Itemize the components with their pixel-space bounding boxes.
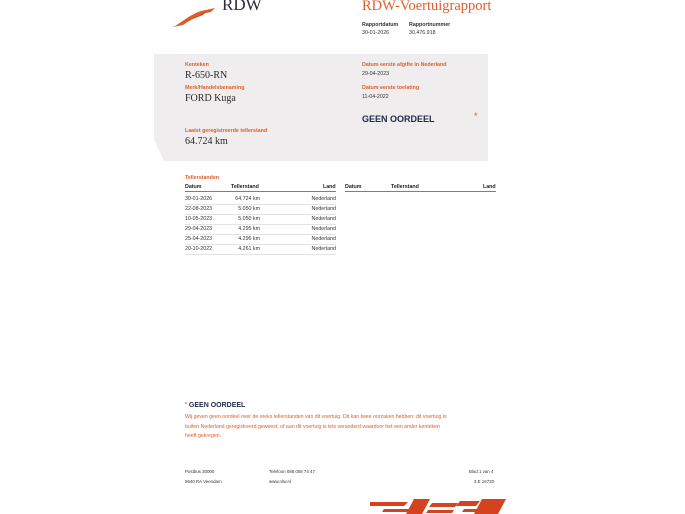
rapportnummer-value: 30.476.918 xyxy=(409,30,436,36)
oordeel-footnote-mark: * xyxy=(474,111,478,121)
merk-label: Merk/Handelsbenaming xyxy=(185,85,245,91)
footnote-text xyxy=(185,413,485,442)
row-datum: 20-10-2022 xyxy=(185,246,213,252)
row-datum: 22-08-2023 xyxy=(185,206,213,212)
rdw-logo-wing-icon xyxy=(171,5,217,29)
footer-plaats: 9640 RA Veendam xyxy=(185,479,222,484)
rapportdatum-value: 30-01-2026 xyxy=(362,30,390,36)
footer-postbus: Postbus 30000 xyxy=(185,469,215,474)
oordeel-badge: GEEN OORDEEL xyxy=(362,114,435,124)
footnote-line: Wij geven geen oordeel over de reeks tellerstanden van dit voertuig. Dit kan twee oorzaken hebben: dit voertuig is xyxy=(185,414,447,420)
eerste-toelating-label: Datum eerste toelating xyxy=(362,85,420,91)
col-land-left: Land xyxy=(323,184,336,190)
merk-value: FORD Kuga xyxy=(185,93,236,104)
eerste-afgifte-label: Datum eerste afgifte in Nederland xyxy=(362,62,447,68)
logo-text: RDW xyxy=(222,0,262,14)
row-tellerstand: 64.724 km xyxy=(235,196,260,202)
row-land: Nederland xyxy=(311,216,336,222)
footer-versie: 3.E 16730 xyxy=(474,479,495,484)
row-tellerstand: 4.296 km xyxy=(238,236,260,242)
row-tellerstand: 5.050 km xyxy=(238,216,260,222)
row-tellerstand: 4.295 km xyxy=(238,226,260,232)
table-row xyxy=(185,244,336,255)
kenteken-value: R-650-RN xyxy=(185,70,228,81)
footnote-mark: * xyxy=(185,402,187,408)
row-tellerstand: 5.050 km xyxy=(238,206,260,212)
footnote-heading: GEEN OORDEEL xyxy=(188,402,246,409)
row-datum: 29-04-2023 xyxy=(185,226,213,232)
col-datum-left: Datum xyxy=(185,184,202,190)
table-header-rule-right xyxy=(345,191,496,192)
row-datum: 10-05-2023 xyxy=(185,216,213,222)
row-tellerstand: 4.261 km xyxy=(238,246,260,252)
footer-telefoon: Telefoon 088 008 74 47 xyxy=(269,469,315,474)
col-datum-right: Datum xyxy=(345,184,362,190)
row-land: Nederland xyxy=(311,196,336,202)
footer-website[interactable]: www.rdw.nl xyxy=(269,479,291,484)
tellerstand-value: 64.724 km xyxy=(185,136,228,147)
tellerstand-label: Laatst geregistreerde tellerstand xyxy=(185,128,268,134)
table-header-rule-left xyxy=(185,191,336,192)
row-datum: 25-04-2023 xyxy=(185,236,213,242)
rapportdatum-label: Rapportdatum xyxy=(362,22,399,28)
footnote-line: buiten Nederland geregistreerd geweest, of aan dit voertuig is iets veranderd waardoor het een ander kenteken xyxy=(185,423,440,430)
col-tellerstand-right: Tellerstand xyxy=(391,184,419,190)
row-land: Nederland xyxy=(311,246,336,252)
footnote-line: heeft gekregen. xyxy=(185,433,222,439)
col-tellerstand-left: Tellerstand xyxy=(231,184,259,190)
rdw-stripes-icon xyxy=(370,497,506,514)
kenteken-label: Kenteken xyxy=(185,62,209,68)
eerste-toelating-value: 11-04-2022 xyxy=(362,94,389,100)
row-datum: 30-01-2026 xyxy=(185,196,213,202)
tellerstanden-title: Tellerstanden xyxy=(185,175,220,181)
footnote-title xyxy=(185,402,245,409)
row-land: Nederland xyxy=(311,226,336,232)
col-land-right: Land xyxy=(483,184,496,190)
page-title: RDW-Voertuigrapport xyxy=(362,0,492,14)
row-land: Nederland xyxy=(311,206,336,212)
row-land: Nederland xyxy=(311,236,336,242)
rapportnummer-label: Rapportnummer xyxy=(409,22,451,28)
panel-corner-cut xyxy=(154,140,164,161)
eerste-afgifte-value: 29-04-2023 xyxy=(362,71,390,77)
footer-blad: Blad 1 van 4 xyxy=(469,469,494,474)
